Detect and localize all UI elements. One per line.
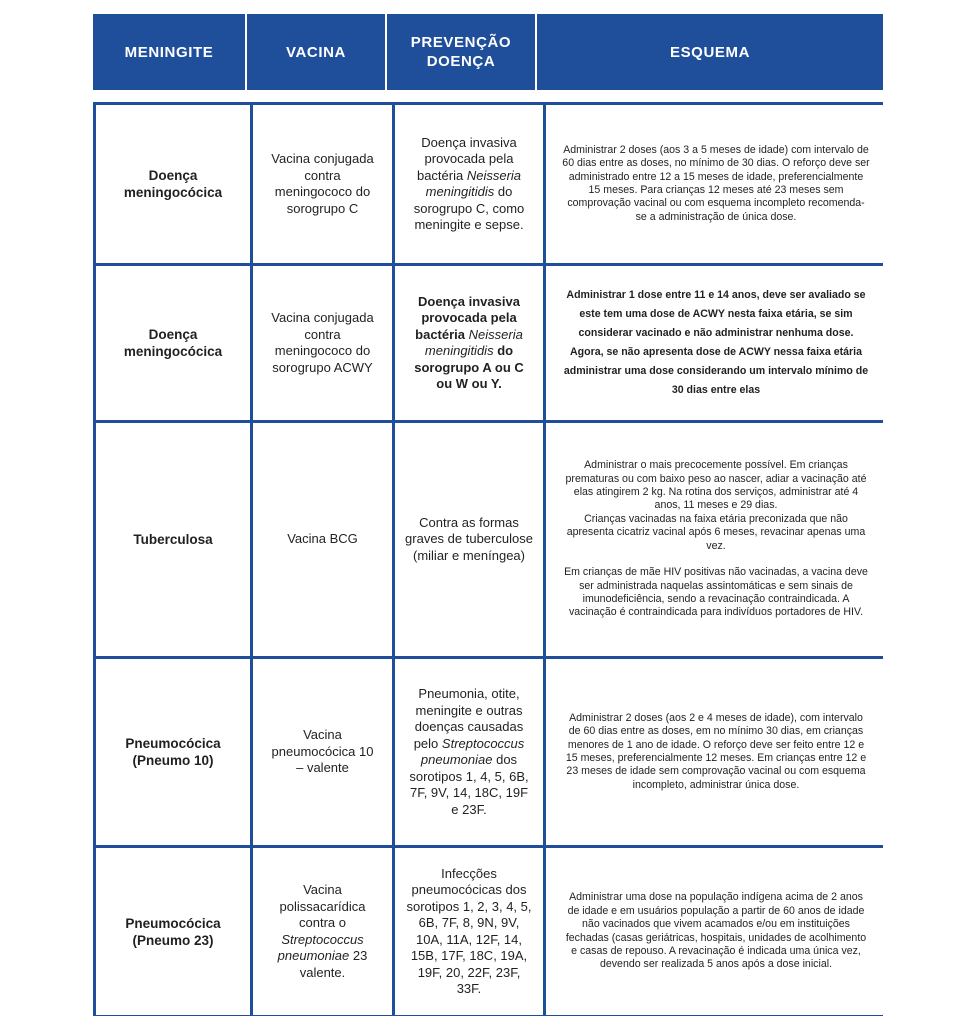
prevention-text: Doença invasiva provocada pela bactéria Neisseria meningitidis do sorogrupo C, como meningite e sepse. (413, 134, 525, 232)
vaccine-cell (253, 105, 392, 263)
vaccine-cell (253, 659, 392, 845)
scheme-text: Administrar 2 doses (aos 3 a 5 meses de idade) com intervalo de 60 dias entre as doses, no mínimo de 30 dias. O reforço deve ser administrado entre 12 a 15 meses de idade, preferencialmente 15 meses. Para crianças 12 meses até 23 meses sem comprovação vacinal ou com esquema incompleto recomenda-se a administração de única dose. (562, 143, 870, 223)
disease-cell (96, 848, 250, 1015)
prevention-cell (395, 266, 543, 420)
vaccine-name: Vacina polissacarídica contra o Streptococcus pneumoniae 23 valente. (277, 882, 368, 980)
vaccine-cell (253, 848, 392, 1015)
prevention-text: Doença invasiva provocada pela bactéria Neisseria meningitidis do sorogrupo A ou C ou W ou Y. (414, 293, 524, 391)
prevention-text: Contra as formas graves de tuberculose (miliar e meníngea) (405, 514, 533, 563)
scheme-paragraph: Crianças vacinadas na faixa etária preconizada que não apresenta cicatriz vacinal após 6 meses, revacinar apenas uma vez. (566, 512, 866, 552)
scheme-paragraph: Administrar o mais precocemente possível. Em crianças prematuras ou com baixo peso ao nascer, adiar a vacinação até elas atingirem 2 kg. Na rotina dos serviços, administrar até 4 anos, 11 meses e 29 dias. (565, 459, 867, 512)
pathogen-name: Neisseria meningitidis (425, 167, 522, 199)
vaccine-table (93, 102, 883, 1016)
scheme-text: Administrar uma dose na população indígena acima de 2 anos de idade e em usuários população a partir de 60 anos de idade não vacinados que vivem acamados e/ou em instituições fechadas (casas geriátricas, hospitais, unidades de acolhimento e casas de repouso. A revacinação é indicada uma única vez, devendo ser realizada 5 anos após a dose inicial. (565, 891, 867, 971)
vaccine-name: Vacina conjugada contra meningococo do sorogrupo C (271, 151, 374, 216)
header-prevencao: PREVENÇÃO DOENÇA (387, 14, 537, 90)
vaccine-cell (253, 423, 392, 656)
disease-cell (96, 266, 250, 420)
scheme-text: Administrar 1 dose entre 11 e 14 anos, deve ser avaliado se este tem uma dose de ACWY nesta faixa etária, se sim considerar vacinado e não administrar nenhuma dose. Agora, se não apresenta dose de ACWY nessa faixa etária administrar uma dose considerando um intervalo mínimo de 30 dias entre elas (563, 289, 869, 396)
pathogen-name: Neisseria meningitidis (424, 326, 523, 358)
vaccine-name: Vacina pneumocócica 10 – valente (271, 727, 374, 776)
disease-name: Tuberculosa (133, 532, 213, 547)
header-meningite: MENINGITE (93, 14, 247, 90)
scheme-text: Administrar 2 doses (aos 2 e 4 meses de idade), com intervalo de 60 dias entre as doses, em no mínimo 30 dias, em crianças menores de 1 ano de idade. O reforço deve ser feito entre 12 e 15 meses, preferencialmente 12 meses. Em crianças entre 12 e 23 meses de idade sem comprovação vacinal ou com esquema incompleto, administrar única dose. (565, 711, 867, 791)
prevention-text: Infecções pneumocócicas dos sorotipos 1, 2, 3, 4, 5, 6B, 7F, 8, 9N, 9V, 10A, 11A, 12F, 14, 15B, 17F, 18C, 19A, 19F, 20, 22F, 23F, 33F. (406, 865, 532, 996)
vaccine-name: Vacina conjugada contra meningococo do sorogrupo ACWY (271, 310, 374, 375)
scheme-cell (546, 848, 886, 1015)
vaccine-name: Vacina BCG (287, 531, 358, 547)
pathogen-name: Streptococcus pneumoniae (420, 735, 525, 767)
prevention-text: Pneumonia, otite, meningite e outras doenças causadas pelo Streptococcus pneumoniae dos sorotipos 1, 4, 5, 6B, 7F, 9V, 14, 18C, 19F e 23F. (409, 686, 529, 817)
scheme-cell (546, 105, 886, 263)
disease-name: Doença meningocócica (123, 327, 223, 359)
scheme-cell (546, 423, 886, 656)
header-vacina: VACINA (247, 14, 387, 90)
disease-name: Pneumocócica (Pneumo 10) (125, 736, 221, 768)
disease-name: Doença meningocócica (123, 168, 223, 200)
prevention-cell (395, 659, 543, 845)
disease-cell (96, 423, 250, 656)
disease-cell (96, 105, 250, 263)
header-esquema: ESQUEMA (669, 43, 751, 61)
table-header (93, 14, 883, 90)
pathogen-name: Streptococcus pneumoniae (277, 931, 364, 963)
prevention-cell (395, 105, 543, 263)
disease-name: Pneumocócica (Pneumo 23) (125, 915, 221, 948)
scheme-text (562, 459, 870, 619)
prevention-cell (395, 848, 543, 1015)
scheme-paragraph: Em crianças de mãe HIV positivas não vacinadas, a vacina deve ser administrada naquelas assintomáticas e sem sinais de imunodeficiência, sendo a revacinação contraindicada. A vacinação é contraindicada para indivíduos portadores de HIV. (564, 566, 868, 619)
prevention-cell (395, 423, 543, 656)
disease-cell (96, 659, 250, 845)
scheme-cell (546, 266, 886, 420)
scheme-cell (546, 659, 886, 845)
vaccine-cell (253, 266, 392, 420)
